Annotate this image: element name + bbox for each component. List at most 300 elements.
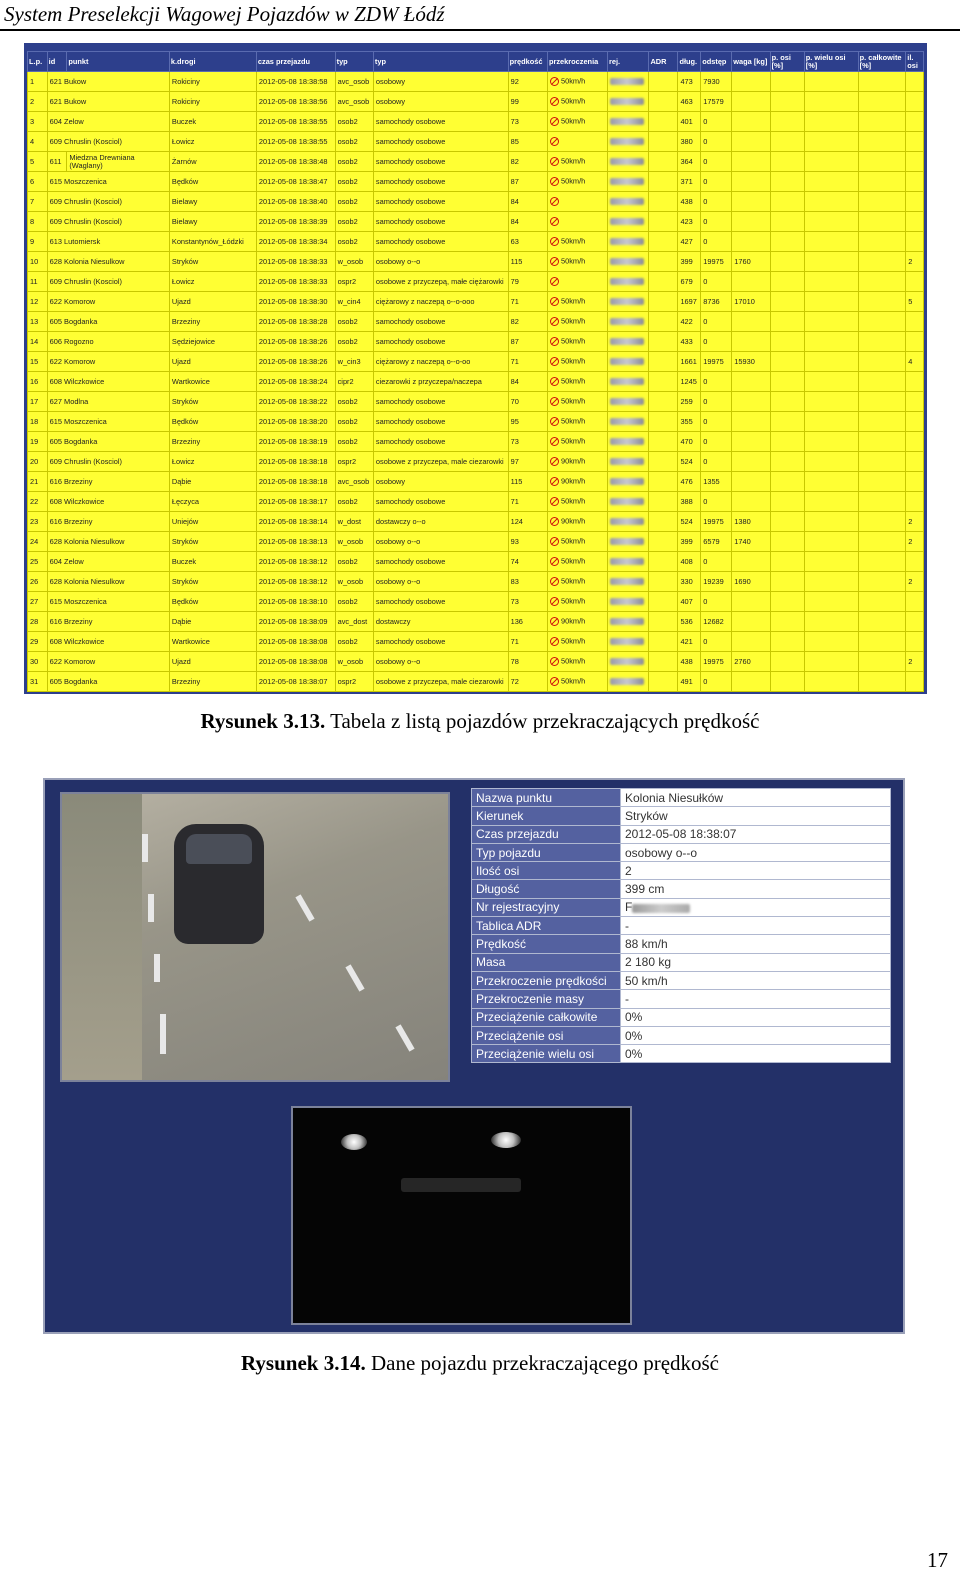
blurred-plate — [610, 498, 644, 505]
table-cell: 364 — [678, 152, 701, 172]
vehicle-detail-table — [471, 788, 891, 1063]
table-cell — [858, 452, 906, 472]
table-cell: samochody osobowe — [373, 152, 508, 172]
column-header: p. całkowite [%] — [858, 52, 906, 72]
no-entry-icon — [550, 77, 559, 86]
table-cell — [649, 452, 678, 472]
no-entry-icon — [550, 677, 559, 686]
blurred-plate — [610, 138, 644, 145]
detail-value — [621, 990, 891, 1008]
table-cell: 2012-05-08 18:38:39 — [256, 212, 335, 232]
table-cell: 2012-05-08 18:38:22 — [256, 392, 335, 412]
table-cell — [858, 352, 906, 372]
table-cell — [732, 72, 770, 92]
table-cell — [547, 252, 607, 272]
table-row — [28, 92, 924, 112]
table-cell: 1380 — [732, 512, 770, 532]
detail-value-text: 399 cm — [625, 882, 665, 897]
table-cell: Bielawy — [169, 192, 256, 212]
table-cell — [804, 612, 858, 632]
table-cell: 2760 — [732, 652, 770, 672]
table-cell — [649, 312, 678, 332]
table-cell: 0 — [701, 492, 732, 512]
table-cell: 2012-05-08 18:38:26 — [256, 332, 335, 352]
table-cell: 0 — [701, 112, 732, 132]
table-cell: 609 Chruslin (Kosciol) — [47, 192, 169, 212]
column-header: typ — [373, 52, 508, 72]
speed-limit: 50km/h — [558, 496, 586, 506]
table-cell — [649, 532, 678, 552]
detail-value-text: - — [625, 918, 629, 933]
table-cell: 2012-05-08 18:38:18 — [256, 452, 335, 472]
column-header: p. osi [%] — [770, 52, 804, 72]
table-cell: 2012-05-08 18:38:55 — [256, 132, 335, 152]
table-cell: samochody osobowe — [373, 392, 508, 412]
table-cell: samochody osobowe — [373, 132, 508, 152]
table-cell — [858, 612, 906, 632]
table-cell — [732, 612, 770, 632]
detail-value — [621, 917, 891, 935]
table-cell: 19 — [28, 432, 48, 452]
table-cell — [649, 572, 678, 592]
table-cell: 87 — [508, 172, 547, 192]
table-cell — [770, 632, 804, 652]
no-entry-icon — [550, 217, 559, 226]
table-cell — [858, 572, 906, 592]
table-row — [28, 572, 924, 592]
table-cell — [770, 512, 804, 532]
table-cell — [547, 292, 607, 312]
speed-limit: 50km/h — [558, 96, 586, 106]
table-cell: Łowicz — [169, 452, 256, 472]
table-cell: 84 — [508, 212, 547, 232]
detail-row — [472, 898, 891, 916]
table-cell — [906, 492, 924, 512]
table-cell: 609 Chruslin (Kosciol) — [47, 212, 169, 232]
table-cell — [608, 292, 649, 312]
table-cell: osob2 — [335, 332, 373, 352]
table-cell: 2012-05-08 18:38:12 — [256, 572, 335, 592]
table-cell: 2012-05-08 18:38:08 — [256, 632, 335, 652]
speed-limit: 50km/h — [558, 636, 586, 646]
column-header: waga [kg] — [732, 52, 770, 72]
table-cell: 23 — [28, 512, 48, 532]
blurred-plate — [610, 278, 644, 285]
table-cell — [770, 332, 804, 352]
table-cell: 604 Zelow — [47, 552, 169, 572]
caption-text: Dane pojazdu przekraczającego prędkość — [370, 1351, 720, 1375]
detail-value — [621, 843, 891, 861]
detail-value — [621, 862, 891, 880]
table-cell — [547, 272, 607, 292]
table-row — [28, 472, 924, 492]
table-cell — [608, 672, 649, 692]
table-row — [28, 232, 924, 252]
table-cell — [770, 312, 804, 332]
table-row — [28, 532, 924, 552]
table-cell: dostawczy — [373, 612, 508, 632]
table-cell: 1697 — [678, 292, 701, 312]
table-cell — [608, 132, 649, 152]
table-cell — [547, 612, 607, 632]
table-cell: 14 — [28, 332, 48, 352]
table-cell: 71 — [508, 492, 547, 512]
table-cell — [858, 152, 906, 172]
table-cell: 628 Kolonia Niesulkow — [47, 252, 169, 272]
table-cell — [649, 612, 678, 632]
table-cell: 99 — [508, 92, 547, 112]
table-cell: Dąbie — [169, 612, 256, 632]
table-cell — [732, 332, 770, 352]
table-cell: 95 — [508, 412, 547, 432]
no-entry-icon — [550, 97, 559, 106]
blurred-plate — [610, 518, 644, 525]
table-cell: 2012-05-08 18:38:48 — [256, 152, 335, 172]
table-cell — [858, 472, 906, 492]
table-cell: 1690 — [732, 572, 770, 592]
table-row — [28, 192, 924, 212]
blurred-plate — [610, 98, 644, 105]
table-cell — [732, 192, 770, 212]
running-header: System Preselekcji Wagowej Pojazdów w ZDW Łódź — [4, 2, 445, 26]
blurred-plate — [610, 438, 644, 445]
table-cell: w_osob — [335, 572, 373, 592]
table-cell — [608, 512, 649, 532]
table-cell — [608, 492, 649, 512]
table-cell — [804, 352, 858, 372]
table-cell — [858, 332, 906, 352]
detail-value — [621, 1045, 891, 1063]
table-cell — [649, 292, 678, 312]
table-cell: 609 Chruslin (Kosciol) — [47, 272, 169, 292]
detail-value-text: 2 180 kg — [625, 955, 672, 970]
table-cell — [804, 592, 858, 612]
table-cell: osob2 — [335, 112, 373, 132]
table-cell: samochody osobowe — [373, 212, 508, 232]
blurred-plate — [610, 458, 644, 465]
table-cell — [906, 232, 924, 252]
table-cell: 2012-05-08 18:38:58 — [256, 72, 335, 92]
speed-limit: 50km/h — [558, 76, 586, 86]
table-cell — [804, 652, 858, 672]
table-cell — [547, 412, 607, 432]
table-cell: 2012-05-08 18:38:19 — [256, 432, 335, 452]
table-cell: 19975 — [701, 512, 732, 532]
table-cell — [649, 132, 678, 152]
table-cell: 71 — [508, 632, 547, 652]
table-cell: osobowy o--o — [373, 532, 508, 552]
table-cell: 438 — [678, 192, 701, 212]
table-cell: 524 — [678, 452, 701, 472]
detail-row — [472, 953, 891, 971]
table-cell: 0 — [701, 452, 732, 472]
blurred-plate — [610, 298, 644, 305]
table-cell — [547, 672, 607, 692]
table-cell: 401 — [678, 112, 701, 132]
table-cell: 433 — [678, 332, 701, 352]
table-cell — [732, 92, 770, 112]
table-cell: Ujazd — [169, 352, 256, 372]
table-cell — [906, 172, 924, 192]
no-entry-icon — [550, 157, 559, 166]
no-entry-icon — [550, 337, 559, 346]
table-cell: 2012-05-08 18:38:26 — [256, 352, 335, 372]
table-cell — [770, 192, 804, 212]
detail-value-text: 88 km/h — [625, 937, 668, 952]
detail-label: Tablica ADR — [472, 917, 621, 935]
table-cell — [770, 112, 804, 132]
table-cell — [547, 352, 607, 372]
table-cell — [732, 412, 770, 432]
table-cell: 6579 — [701, 532, 732, 552]
table-cell: 0 — [701, 432, 732, 452]
blurred-plate — [610, 178, 644, 185]
table-cell: 25 — [28, 552, 48, 572]
table-cell — [608, 412, 649, 432]
table-header-row — [28, 52, 924, 72]
table-cell: 1355 — [701, 472, 732, 492]
table-cell: Stryków — [169, 532, 256, 552]
table-cell: samochody osobowe — [373, 312, 508, 332]
column-header: prędkość — [508, 52, 547, 72]
table-cell — [770, 152, 804, 172]
table-cell: 84 — [508, 372, 547, 392]
vehicle-list-screenshot — [24, 43, 927, 694]
table-cell: 2012-05-08 18:38:12 — [256, 552, 335, 572]
table-cell: Miedzna Drewniana (Waglany) — [67, 152, 170, 172]
table-cell: 0 — [701, 232, 732, 252]
table-cell: osob2 — [335, 592, 373, 612]
table-cell — [770, 452, 804, 472]
table-cell: osob2 — [335, 312, 373, 332]
table-cell — [906, 92, 924, 112]
table-cell: 31 — [28, 672, 48, 692]
detail-value-text: Kolonia Niesułków — [625, 790, 724, 805]
table-cell: 0 — [701, 592, 732, 612]
table-cell — [547, 572, 607, 592]
table-cell: 97 — [508, 452, 547, 472]
table-cell: 615 Moszczenica — [47, 412, 169, 432]
table-cell: w_osob — [335, 252, 373, 272]
table-cell: Dąbie — [169, 472, 256, 492]
detail-value-text: 2012-05-08 18:38:07 — [625, 827, 737, 842]
table-cell — [906, 212, 924, 232]
table-cell — [906, 452, 924, 472]
table-cell: 0 — [701, 192, 732, 212]
speed-limit: 50km/h — [558, 316, 586, 326]
table-row — [28, 672, 924, 692]
column-header: il. osi — [906, 52, 924, 72]
table-cell: osob2 — [335, 192, 373, 212]
table-cell: osobowy — [373, 472, 508, 492]
blurred-plate — [610, 378, 644, 385]
table-row — [28, 152, 924, 172]
speed-limit: 90km/h — [558, 456, 586, 466]
table-cell: 2012-05-08 18:38:34 — [256, 232, 335, 252]
table-cell: samochody osobowe — [373, 552, 508, 572]
blurred-plate — [610, 398, 644, 405]
no-entry-icon — [550, 237, 559, 246]
table-cell — [547, 452, 607, 472]
table-cell: Stryków — [169, 392, 256, 412]
blurred-plate — [610, 558, 644, 565]
table-cell — [608, 472, 649, 492]
table-cell — [547, 652, 607, 672]
table-cell: 622 Komorow — [47, 352, 169, 372]
table-cell: osobowy — [373, 92, 508, 112]
detail-label: Przeciążenie wielu osi — [472, 1045, 621, 1063]
table-cell: 84 — [508, 192, 547, 212]
column-header: k.drogi — [169, 52, 256, 72]
table-cell: Będków — [169, 172, 256, 192]
table-cell — [649, 412, 678, 432]
table-cell: osobowe z przyczepa, male ciezarowki — [373, 452, 508, 472]
table-cell — [608, 312, 649, 332]
table-cell — [906, 432, 924, 452]
table-cell — [732, 592, 770, 612]
table-row — [28, 112, 924, 132]
table-row — [28, 352, 924, 372]
table-cell: 491 — [678, 672, 701, 692]
table-cell: Sędziejowice — [169, 332, 256, 352]
table-cell: 608 Wilczkowice — [47, 492, 169, 512]
table-cell: 18 — [28, 412, 48, 432]
table-cell — [732, 452, 770, 472]
no-entry-icon — [550, 537, 559, 546]
table-cell — [649, 512, 678, 532]
table-cell — [732, 112, 770, 132]
table-cell: Uniejów — [169, 512, 256, 532]
table-cell: 124 — [508, 512, 547, 532]
table-cell — [649, 172, 678, 192]
table-cell — [649, 352, 678, 372]
table-cell — [770, 292, 804, 312]
table-cell: 0 — [701, 272, 732, 292]
table-cell: osob2 — [335, 172, 373, 192]
table-cell: 616 Brzeziny — [47, 512, 169, 532]
table-cell: 605 Bogdanka — [47, 672, 169, 692]
table-cell — [649, 472, 678, 492]
table-cell: osob2 — [335, 432, 373, 452]
table-cell: 606 Rogozno — [47, 332, 169, 352]
no-entry-icon — [550, 277, 559, 286]
detail-row — [472, 843, 891, 861]
table-cell — [804, 372, 858, 392]
table-cell: 6 — [28, 172, 48, 192]
table-cell — [608, 112, 649, 132]
table-cell: osobowy o--o — [373, 252, 508, 272]
table-cell — [649, 372, 678, 392]
figure-caption-1 — [0, 709, 960, 734]
detail-label: Czas przejazdu — [472, 825, 621, 843]
table-cell: 4 — [28, 132, 48, 152]
table-cell: 85 — [508, 132, 547, 152]
table-cell: 71 — [508, 292, 547, 312]
table-cell — [770, 172, 804, 192]
no-entry-icon — [550, 417, 559, 426]
table-cell: 608 Wilczkowice — [47, 372, 169, 392]
table-cell — [649, 632, 678, 652]
table-cell: 19975 — [701, 352, 732, 372]
table-cell: samochody osobowe — [373, 232, 508, 252]
no-entry-icon — [550, 597, 559, 606]
no-entry-icon — [550, 257, 559, 266]
table-row — [28, 132, 924, 152]
detail-value — [621, 1008, 891, 1026]
table-cell — [547, 312, 607, 332]
table-cell: 408 — [678, 552, 701, 572]
table-cell: w_osob — [335, 652, 373, 672]
table-cell — [608, 552, 649, 572]
table-cell: avc_osob — [335, 472, 373, 492]
column-header: odstęp — [701, 52, 732, 72]
table-cell: 10 — [28, 252, 48, 272]
table-cell: 0 — [701, 132, 732, 152]
detail-value-text: 0% — [625, 1010, 643, 1025]
table-cell — [608, 212, 649, 232]
speed-limit: 50km/h — [558, 556, 586, 566]
table-cell — [770, 132, 804, 152]
no-entry-icon — [550, 657, 559, 666]
blurred-plate — [610, 578, 644, 585]
table-cell: osob2 — [335, 132, 373, 152]
table-cell: 605 Bogdanka — [47, 432, 169, 452]
table-cell: osob2 — [335, 212, 373, 232]
blurred-plate — [610, 238, 644, 245]
table-row — [28, 252, 924, 272]
detail-label: Nr rejestracyjny — [472, 898, 621, 916]
table-cell — [770, 412, 804, 432]
blurred-plate — [632, 904, 690, 913]
vehicle-detail-screenshot — [43, 778, 905, 1334]
table-cell — [906, 472, 924, 492]
table-cell — [770, 552, 804, 572]
table-cell: 2012-05-08 18:38:30 — [256, 292, 335, 312]
table-cell: 15 — [28, 352, 48, 372]
table-cell — [547, 512, 607, 532]
no-entry-icon — [550, 357, 559, 366]
table-cell — [547, 372, 607, 392]
table-cell — [804, 252, 858, 272]
table-cell: 2012-05-08 18:38:20 — [256, 412, 335, 432]
table-cell — [608, 152, 649, 172]
table-cell — [547, 632, 607, 652]
table-cell — [732, 552, 770, 572]
table-cell — [804, 192, 858, 212]
table-cell — [732, 372, 770, 392]
table-cell: 17 — [28, 392, 48, 412]
table-cell: 470 — [678, 432, 701, 452]
table-cell — [906, 332, 924, 352]
table-cell — [858, 652, 906, 672]
table-cell — [608, 232, 649, 252]
table-cell — [906, 392, 924, 412]
table-cell — [858, 392, 906, 412]
table-cell — [732, 432, 770, 452]
table-cell: 30 — [28, 652, 48, 672]
speed-limit: 50km/h — [558, 536, 586, 546]
table-cell — [906, 672, 924, 692]
table-cell — [608, 652, 649, 672]
table-cell: 115 — [508, 252, 547, 272]
table-cell: osob2 — [335, 632, 373, 652]
table-cell: 27 — [28, 592, 48, 612]
table-cell: Rokiciny — [169, 72, 256, 92]
table-cell: 63 — [508, 232, 547, 252]
column-header: dług. — [678, 52, 701, 72]
table-cell — [547, 112, 607, 132]
table-cell: 70 — [508, 392, 547, 412]
